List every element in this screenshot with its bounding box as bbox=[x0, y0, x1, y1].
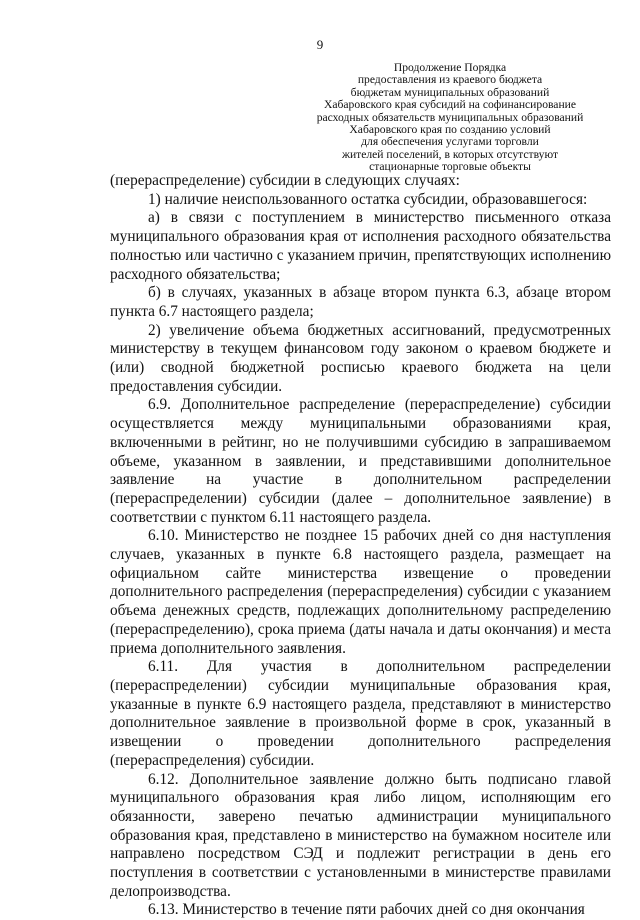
header-line: Хабаровского края субсидий на софинансирование bbox=[323, 98, 577, 112]
header-line: Продолжение Порядка bbox=[393, 61, 507, 74]
header-line: предоставления из краевого бюджета bbox=[357, 73, 543, 87]
header-line: жителей поселений, в которых отсутствуют bbox=[341, 147, 559, 161]
paragraph-6-12: 6.12. Дополнительное заявление должно быть подписано главой муниципального образования края либо лицом, исполняющим его обязанности, заверено печатью администрации муниципального образования края, представлено в министерство на бумажном носителе или направлено посредством СЭД и подлежит регистрации в день его поступления в соответствии с установленными в министерстве правилами делопроизводства. bbox=[110, 770, 611, 900]
document-header bbox=[300, 62, 600, 174]
paragraph-6-10: 6.10. Министерство не позднее 15 рабочих дней со дня наступления случаев, указанных в пункте 6.8 настоящего раздела, размещает на официальном сайте министерства извещение о проведении дополнительного распределения (перераспределения) субсидии с указанием объема денежных средств, подлежащих дополнительному распределению (перераспределению), срока приема (даты начала и даты окончания) и места приема дополнительного заявления. bbox=[110, 527, 611, 657]
paragraph: б) в случаях, указанных в абзаце втором пункта 6.3, абзаце втором пункта 6.7 настоящего раздела; bbox=[110, 284, 611, 320]
paragraph: 2) увеличение объема бюджетных ассигнований, предусмотренных министерству в текущем финансовом году законом о краевом бюджете и (или) сводной бюджетной росписью краевого бюджета на цели предоставления субсидии. bbox=[110, 321, 611, 395]
header-line: бюджетам муниципальных образований bbox=[350, 85, 550, 99]
header-line: расходных обязательств муниципальных образований bbox=[316, 110, 584, 124]
document-body bbox=[110, 172, 611, 920]
paragraph: а) в связи с поступлением в министерство письменного отказа муниципального образования края от исполнения расходного обязательства полностью или частично с указанием причин, препятствующих исполнению расходного обязательства; bbox=[110, 209, 611, 283]
page-number: 9 bbox=[316, 37, 324, 52]
paragraph: (перераспределение) субсидии в следующих случаях: bbox=[110, 172, 460, 189]
header-line: стационарные торговые объекты bbox=[369, 160, 531, 174]
header-line: для обеспечения услугами торговли bbox=[361, 135, 539, 149]
header-line: Хабаровского края по созданию условий bbox=[349, 123, 551, 137]
paragraph: 1) наличие неиспользованного остатка субсидии, образовавшегося: bbox=[148, 190, 588, 208]
paragraph-6-13: 6.13. Министерство в течение пяти рабочих дней со дня окончания bbox=[148, 901, 585, 919]
paragraph-6-11: 6.11. Для участия в дополнительном распределении (перераспределении) субсидии муниципальные образования края, указанные в пункте 6.9 настоящего раздела, представляют в министерство дополнительное заявление в произвольной форме в срок, указанный в извещении о проведении дополнительного распределения (перераспределения) субсидии. bbox=[110, 658, 611, 769]
paragraph-6-9: 6.9. Дополнительное распределение (перераспределение) субсидии осуществляется между муниципальными образованиями края, включенными в рейтинг, но не получившими субсидию в запрашиваемом объеме, указанном в заявлении, и представившими дополнительное заявление на участие в дополнительном распределении (перераспределении) субсидии (далее – дополнительное заявление) в соответствии с пунктом 6.11 настоящего раздела. bbox=[110, 396, 611, 526]
